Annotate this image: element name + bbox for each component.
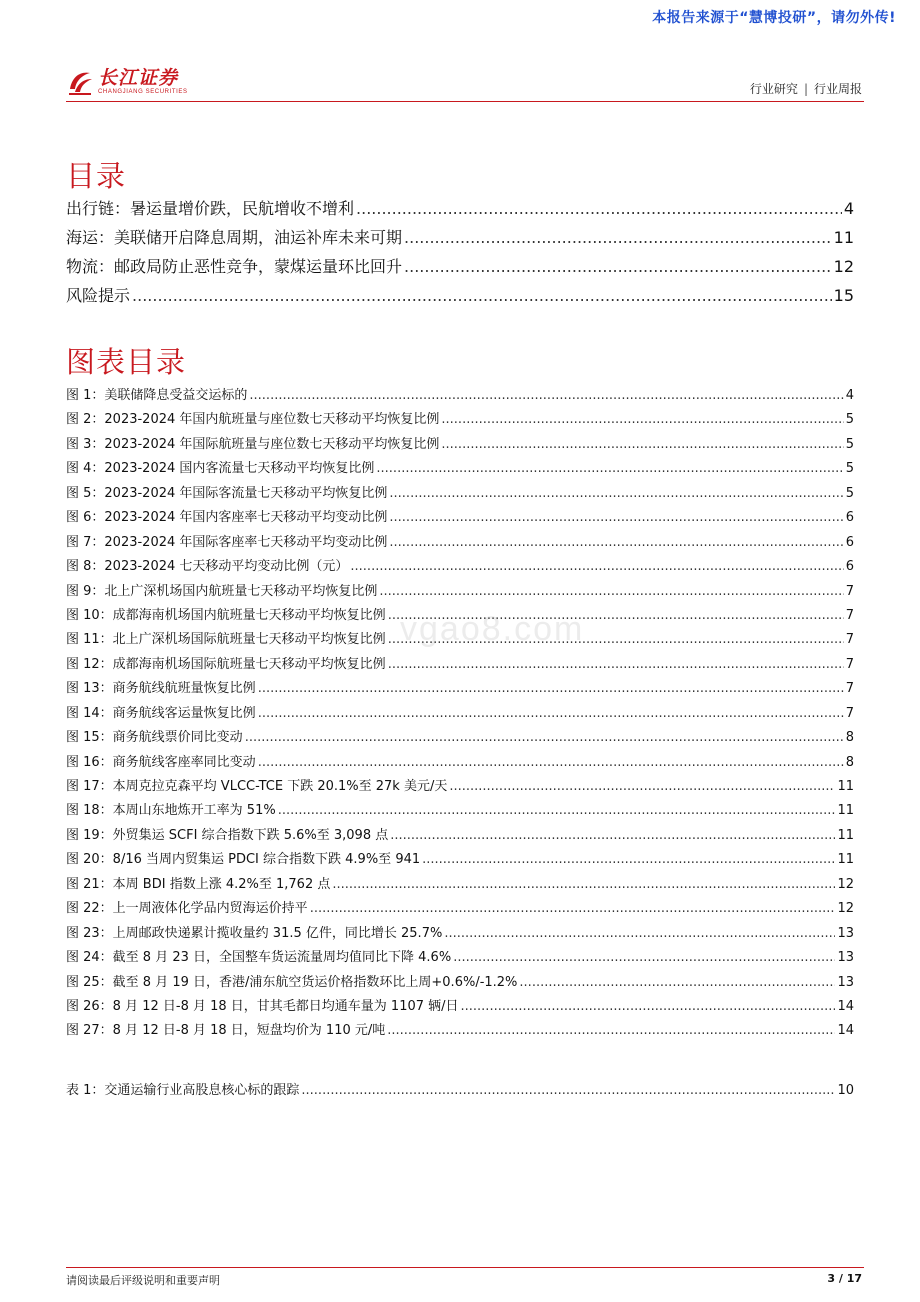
list-item-label: 图 2：2023-2024 年国内航班量与座位数七天移动平均恢复比例 <box>66 412 440 428</box>
list-item-page: 11 <box>837 827 854 843</box>
list-item[interactable] <box>66 457 854 481</box>
toc-item-label: 风险提示 <box>66 286 131 305</box>
list-item-page: 13 <box>837 950 854 966</box>
report-category: 行业研究 <box>749 82 798 96</box>
list-item[interactable] <box>66 751 854 775</box>
header-divider <box>66 101 864 102</box>
list-item[interactable] <box>66 922 854 946</box>
list-item-label: 图 23：上周邮政快递累计揽收量约 31.5 亿件，同比增长 25.7% <box>66 925 443 941</box>
page-current: 3 <box>827 1272 835 1285</box>
list-item[interactable] <box>66 580 854 604</box>
page-separator: / <box>835 1272 847 1285</box>
list-item[interactable] <box>66 531 854 555</box>
list-item-label: 图 13：商务航线航班量恢复比例 <box>66 681 256 697</box>
list-item[interactable] <box>66 433 854 457</box>
list-item-page: 6 <box>845 510 854 526</box>
list-item-label: 图 10：成都海南机场国内航班量七天移动平均恢复比例 <box>66 607 386 623</box>
list-item-page: 11 <box>837 803 854 819</box>
toc-item-label: 物流：邮政局防止恶性竞争，蒙煤运量环比回升 <box>66 257 403 276</box>
list-item-label: 图 24：截至 8 月 23 日，全国整车货运流量周均值同比下降 4.6% <box>66 950 452 966</box>
toc-item[interactable] <box>66 283 854 312</box>
logo-name-cn: 长江证券 <box>98 67 179 89</box>
list-item[interactable] <box>66 824 854 848</box>
list-item-page: 10 <box>837 1083 854 1098</box>
header-separator: | <box>803 82 808 96</box>
list-item-page: 11 <box>837 852 854 868</box>
list-item-label: 图 19：外贸集运 SCFI 综合指数下跌 5.6%至 3,098 点 <box>66 827 389 843</box>
list-item-label: 图 17：本周克拉克森平均 VLCC-TCE 下跌 20.1%至 27k 美元/天 <box>66 779 448 794</box>
toc-item-page: 12 <box>833 257 854 276</box>
list-item-page: 5 <box>845 436 854 452</box>
footer-divider <box>66 1267 864 1268</box>
list-item-label: 图 12：成都海南机场国际航班量七天移动平均恢复比例 <box>66 656 386 672</box>
list-item-label: 图 4：2023-2024 国内客流量七天移动平均恢复比例 <box>66 461 375 477</box>
company-logo <box>66 64 188 100</box>
toc-item-page: 4 <box>843 199 854 218</box>
list-item[interactable] <box>66 971 854 995</box>
figures-list <box>66 384 854 1044</box>
list-item[interactable] <box>66 506 854 530</box>
list-item-label: 图 16：商务航线客座率同比变动 <box>66 754 256 770</box>
list-item[interactable] <box>66 946 854 970</box>
list-item-label: 图 25：截至 8 月 19 日，香港/浦东航空货运价格指数环比上周+0.6%/-1.2% <box>66 974 518 990</box>
list-item-label: 图 9：北上广深机场国内航班量七天移动平均恢复比例 <box>66 583 378 599</box>
list-item-label: 图 8：2023-2024 七天移动平均变动比例（元） <box>66 559 349 575</box>
list-item[interactable] <box>66 384 854 408</box>
list-item-label: 图 21：本周 BDI 指数上涨 4.2%至 1,762 点 <box>66 876 331 892</box>
logo-emblem-icon <box>66 67 94 97</box>
list-item[interactable] <box>66 1019 854 1043</box>
list-item[interactable] <box>66 677 854 701</box>
list-item-label: 图 5：2023-2024 年国际客流量七天移动平均恢复比例 <box>66 485 388 501</box>
list-item-page: 13 <box>837 925 854 941</box>
list-item[interactable] <box>66 995 854 1019</box>
list-item-label: 图 20：8/16 当周内贸集运 PDCI 综合指数下跌 4.9%至 941 <box>66 852 421 868</box>
source-banner: 本报告来源于“慧博投研”，请勿外传! <box>652 10 896 26</box>
list-item-page: 6 <box>845 534 854 550</box>
list-item[interactable] <box>66 555 854 579</box>
list-item[interactable] <box>66 702 854 726</box>
report-subtype: 行业周报 <box>813 82 862 96</box>
list-item-label: 图 14：商务航线客运量恢复比例 <box>66 705 256 721</box>
list-item-page: 7 <box>845 705 854 721</box>
list-item[interactable] <box>66 873 854 897</box>
toc-item-label: 海运：美联储开启降息周期，油运补库未来可期 <box>66 228 403 247</box>
table-of-contents <box>66 196 854 312</box>
list-item[interactable] <box>66 726 854 750</box>
list-item[interactable] <box>66 897 854 921</box>
list-item-page: 12 <box>837 876 854 892</box>
list-item-label: 图 15：商务航线票价同比变动 <box>66 730 243 746</box>
list-item-page: 5 <box>845 461 854 477</box>
list-item-label: 图 27：8 月 12 日-8 月 18 日，短盘均价为 110 元/吨 <box>66 1023 386 1039</box>
list-item-page: 7 <box>845 607 854 623</box>
list-item-label: 图 7：2023-2024 年国际客座率七天移动平均变动比例 <box>66 534 388 550</box>
list-item-page: 14 <box>837 998 854 1014</box>
list-item-label: 图 26：8 月 12 日-8 月 18 日，甘其毛都日均通车量为 1107 辆/日 <box>66 998 459 1014</box>
list-item-label: 图 3：2023-2024 年国际航班量与座位数七天移动平均恢复比例 <box>66 436 440 452</box>
figures-toc-title: 图表目录 <box>66 345 187 379</box>
page-number <box>827 1272 862 1285</box>
list-item-label: 图 6：2023-2024 年国内客座率七天移动平均变动比例 <box>66 510 388 526</box>
footer-disclaimer: 请阅读最后评级说明和重要声明 <box>66 1274 220 1287</box>
toc-item-label: 出行链：暑运量增价跌，民航增收不增利 <box>66 199 355 218</box>
list-item[interactable] <box>66 482 854 506</box>
list-item-page: 7 <box>845 681 854 697</box>
list-item-label: 图 22：上一周液体化学品内贸海运价持平 <box>66 901 308 917</box>
list-item-label: 图 1：美联储降息受益交运标的 <box>66 388 248 403</box>
list-item[interactable] <box>66 775 854 799</box>
list-item-page: 13 <box>837 974 854 990</box>
page-total: 17 <box>846 1272 862 1285</box>
list-item-page: 4 <box>845 388 854 403</box>
list-item-label: 图 11：北上广深机场国际航班量七天移动平均恢复比例 <box>66 632 386 648</box>
list-item-page: 5 <box>845 485 854 501</box>
toc-item-page: 15 <box>833 286 854 305</box>
list-item-page: 11 <box>837 779 854 794</box>
list-item-label: 表 1：交通运输行业高股息核心标的跟踪 <box>66 1083 300 1098</box>
list-item-page: 7 <box>845 583 854 599</box>
toc-item[interactable] <box>66 196 854 225</box>
list-item[interactable] <box>66 799 854 823</box>
list-item-page: 8 <box>845 754 854 770</box>
list-item[interactable] <box>66 848 854 872</box>
list-item-page: 5 <box>845 412 854 428</box>
list-item-page: 6 <box>845 559 854 575</box>
watermark: vgao8.com <box>400 610 585 648</box>
toc-item[interactable] <box>66 225 854 254</box>
list-item[interactable] <box>66 408 854 432</box>
logo-name-en: CHANGJIANG SECURITIES <box>98 89 188 95</box>
list-item[interactable] <box>66 653 854 677</box>
report-type <box>750 80 862 97</box>
list-item-label: 图 18：本周山东地炼开工率为 51% <box>66 803 276 819</box>
list-item-page: 12 <box>837 901 854 917</box>
list-item-page: 7 <box>845 632 854 648</box>
list-item[interactable] <box>66 1079 854 1103</box>
list-item-page: 8 <box>845 730 854 746</box>
toc-item-page: 11 <box>833 228 854 247</box>
toc-title: 目录 <box>66 159 127 193</box>
toc-item[interactable] <box>66 254 854 283</box>
list-item-page: 7 <box>845 656 854 672</box>
list-item-page: 14 <box>837 1023 854 1039</box>
tables-list <box>66 1079 854 1103</box>
